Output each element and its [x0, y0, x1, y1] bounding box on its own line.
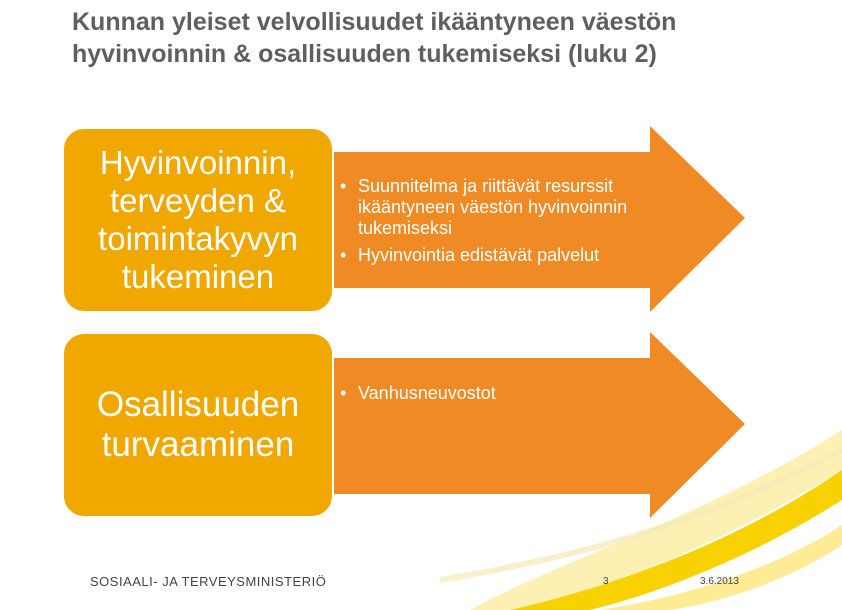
page-number: 3 [603, 576, 609, 587]
arrow-shape-2 [300, 332, 760, 524]
slide-date: 3.6.2013 [700, 576, 739, 587]
page-title: Kunnan yleiset velvollisuudet ikääntyneen väestön hyvinvoinnin & osallisuuden tukemiseksi (luku 2) [72, 8, 677, 68]
category-box-2 [62, 332, 334, 518]
arrow-1-bullets [338, 176, 658, 272]
ministry-logo-text: SOSIAALI- JA TERVEYSMINISTERIÖ [90, 574, 327, 589]
category-box-1 [62, 127, 334, 313]
bullet-item: • Hyvinvointia edistävät palvelut [338, 245, 658, 266]
category-label: Osallisuuden turvaaminen [96, 385, 300, 464]
category-label: Hyvinvoinnin, terveyden & toimintakyvyn tukeminen [98, 144, 298, 295]
bullet-item: • Vanhusneuvostot [338, 383, 658, 404]
bullet-item: • Suunnitelma ja riittävät resurssit ikääntyneen väestön hyvinvoinnin tukemiseksi [338, 176, 658, 239]
arrow-2-bullets [338, 383, 658, 410]
